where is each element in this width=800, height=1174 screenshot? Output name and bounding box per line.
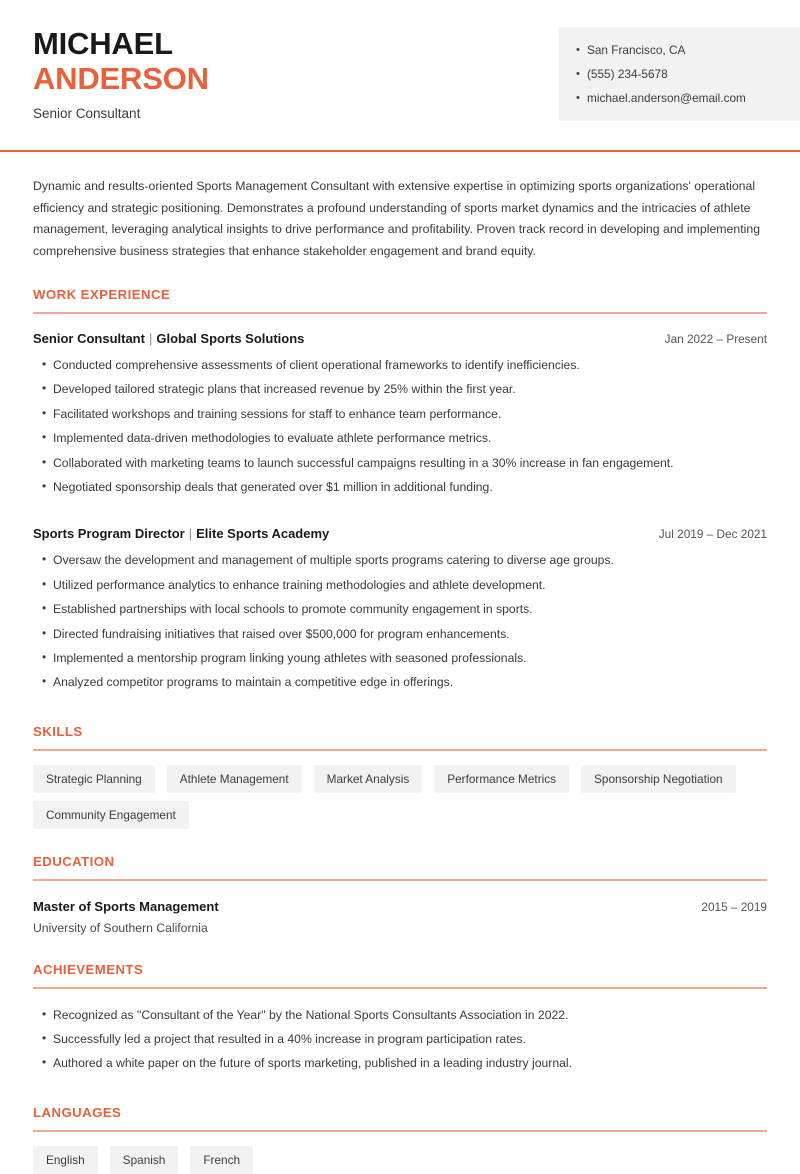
experience-date: Jul 2019 – Dec 2021 (658, 527, 767, 542)
experience-entry (33, 330, 767, 503)
section-divider (33, 749, 767, 751)
last-name: ANDERSON (33, 61, 209, 96)
title-separator: | (188, 526, 193, 542)
contact-phone[interactable]: • (555) 234-5678 (587, 62, 786, 86)
bullet-item: • Recognized as "Consultant of the Year" by the National Sports Consultants Association in 2022. (53, 1007, 767, 1031)
education-date: 2015 – 2019 (701, 899, 767, 914)
skill-chip: Strategic Planning (33, 765, 155, 793)
section-languages (33, 1105, 767, 1174)
section-divider (33, 987, 767, 989)
section-title-achievements: ACHIEVEMENTS (33, 961, 144, 977)
resume-body (0, 176, 800, 1174)
section-title-skills: SKILLS (33, 723, 83, 739)
skill-chip: Market Analysis (314, 765, 423, 793)
section-work-experience (33, 287, 767, 699)
experience-company: Global Sports Solutions (156, 331, 305, 346)
experience-bullets (33, 357, 767, 503)
experience-entry (33, 525, 767, 698)
skill-chip: Sponsorship Negotiation (581, 765, 736, 793)
language-chip: English (33, 1146, 98, 1174)
section-title-languages: LANGUAGES (33, 1104, 122, 1120)
bullet-item: • Analyzed competitor programs to maintain a competitive edge in offerings. (53, 674, 767, 698)
bullet-item: • Implemented data-driven methodologies to evaluate athlete performance metrics. (53, 430, 767, 454)
bullet-item: • Successfully led a project that resulted in a 40% increase in program participation rates. (53, 1031, 767, 1055)
resume-header (0, 0, 800, 132)
bullet-item: • Developed tailored strategic plans that increased revenue by 25% within the first year. (53, 381, 767, 405)
experience-bullets (33, 552, 767, 698)
bullet-item: • Negotiated sponsorship deals that generated over $1 million in additional funding. (53, 479, 767, 503)
achievements-bullets (33, 1007, 767, 1080)
education-school: University of Southern California (33, 920, 208, 935)
experience-date: Jan 2022 – Present (664, 332, 767, 346)
section-skills (33, 724, 767, 829)
section-education (33, 854, 767, 937)
experience-title-line (33, 525, 329, 542)
experience-role: Sports Program Director (33, 526, 185, 542)
contact-list (559, 38, 800, 110)
bullet-item: • Established partnerships with local schools to promote community engagement in sports. (53, 601, 767, 625)
section-divider (33, 879, 767, 881)
first-name: MICHAEL (33, 26, 173, 61)
bullet-item: • Oversaw the development and management of multiple sports programs catering to diverse age groups. (53, 552, 767, 576)
header-job-title: Senior Consultant (33, 106, 141, 121)
bullet-item: • Authored a white paper on the future of sports marketing, published in a leading industry journal. (53, 1055, 767, 1079)
education-degree: Master of Sports Management (33, 898, 219, 914)
section-title-education: EDUCATION (33, 853, 115, 869)
professional-summary: Dynamic and results-oriented Sports Management Consultant with extensive expertise in optimizing sports organizations' operational efficiency and strategic positioning. Demonstrates a profound understanding of sports market dynamics and the intricacies of athlete management, leveraging analytical insights to drive performance and profitability. Proven track record in developing and implementing comprehensive business strategies that enhance stakeholder engagement and brand equity. (33, 179, 761, 258)
experience-company: Elite Sports Academy (196, 526, 330, 542)
skill-chip: Athlete Management (167, 765, 302, 793)
experience-title-line (33, 330, 304, 347)
bullet-item: • Collaborated with marketing teams to launch successful campaigns resulting in a 30% increase in fan engagement. (53, 455, 767, 479)
education-entry (33, 898, 767, 937)
contact-location: • San Francisco, CA (587, 38, 786, 62)
skill-chip: Community Engagement (33, 801, 189, 829)
bullet-item: • Conducted comprehensive assessments of client operational frameworks to identify inefficiencies. (53, 357, 767, 381)
languages-chip-list (33, 1146, 767, 1174)
header-identity (0, 20, 209, 122)
language-chip: French (190, 1146, 253, 1174)
contact-email[interactable]: • michael.anderson@email.com (587, 86, 786, 110)
header-divider (0, 150, 800, 152)
contact-info-box (559, 27, 800, 121)
bullet-item: • Facilitated workshops and training sessions for staff to enhance team performance. (53, 406, 767, 430)
bullet-item: • Directed fundraising initiatives that raised over $500,000 for program enhancements. (53, 626, 767, 650)
skills-chip-list (33, 765, 767, 829)
education-entry-header (33, 898, 767, 916)
section-divider (33, 312, 767, 314)
experience-entry-header (33, 525, 767, 543)
experience-role: Senior Consultant (33, 331, 145, 346)
bullet-item: • Utilized performance analytics to enhance training methodologies and athlete development. (53, 577, 767, 601)
experience-entry-header (33, 330, 767, 348)
section-divider (33, 1130, 767, 1132)
bullet-item: • Implemented a mentorship program linking young athletes with seasoned professionals. (53, 650, 767, 674)
language-chip: Spanish (110, 1146, 179, 1174)
skill-chip: Performance Metrics (434, 765, 569, 793)
title-separator: | (148, 331, 153, 346)
section-title-work-experience: WORK EXPERIENCE (33, 287, 171, 302)
section-achievements (33, 962, 767, 1080)
